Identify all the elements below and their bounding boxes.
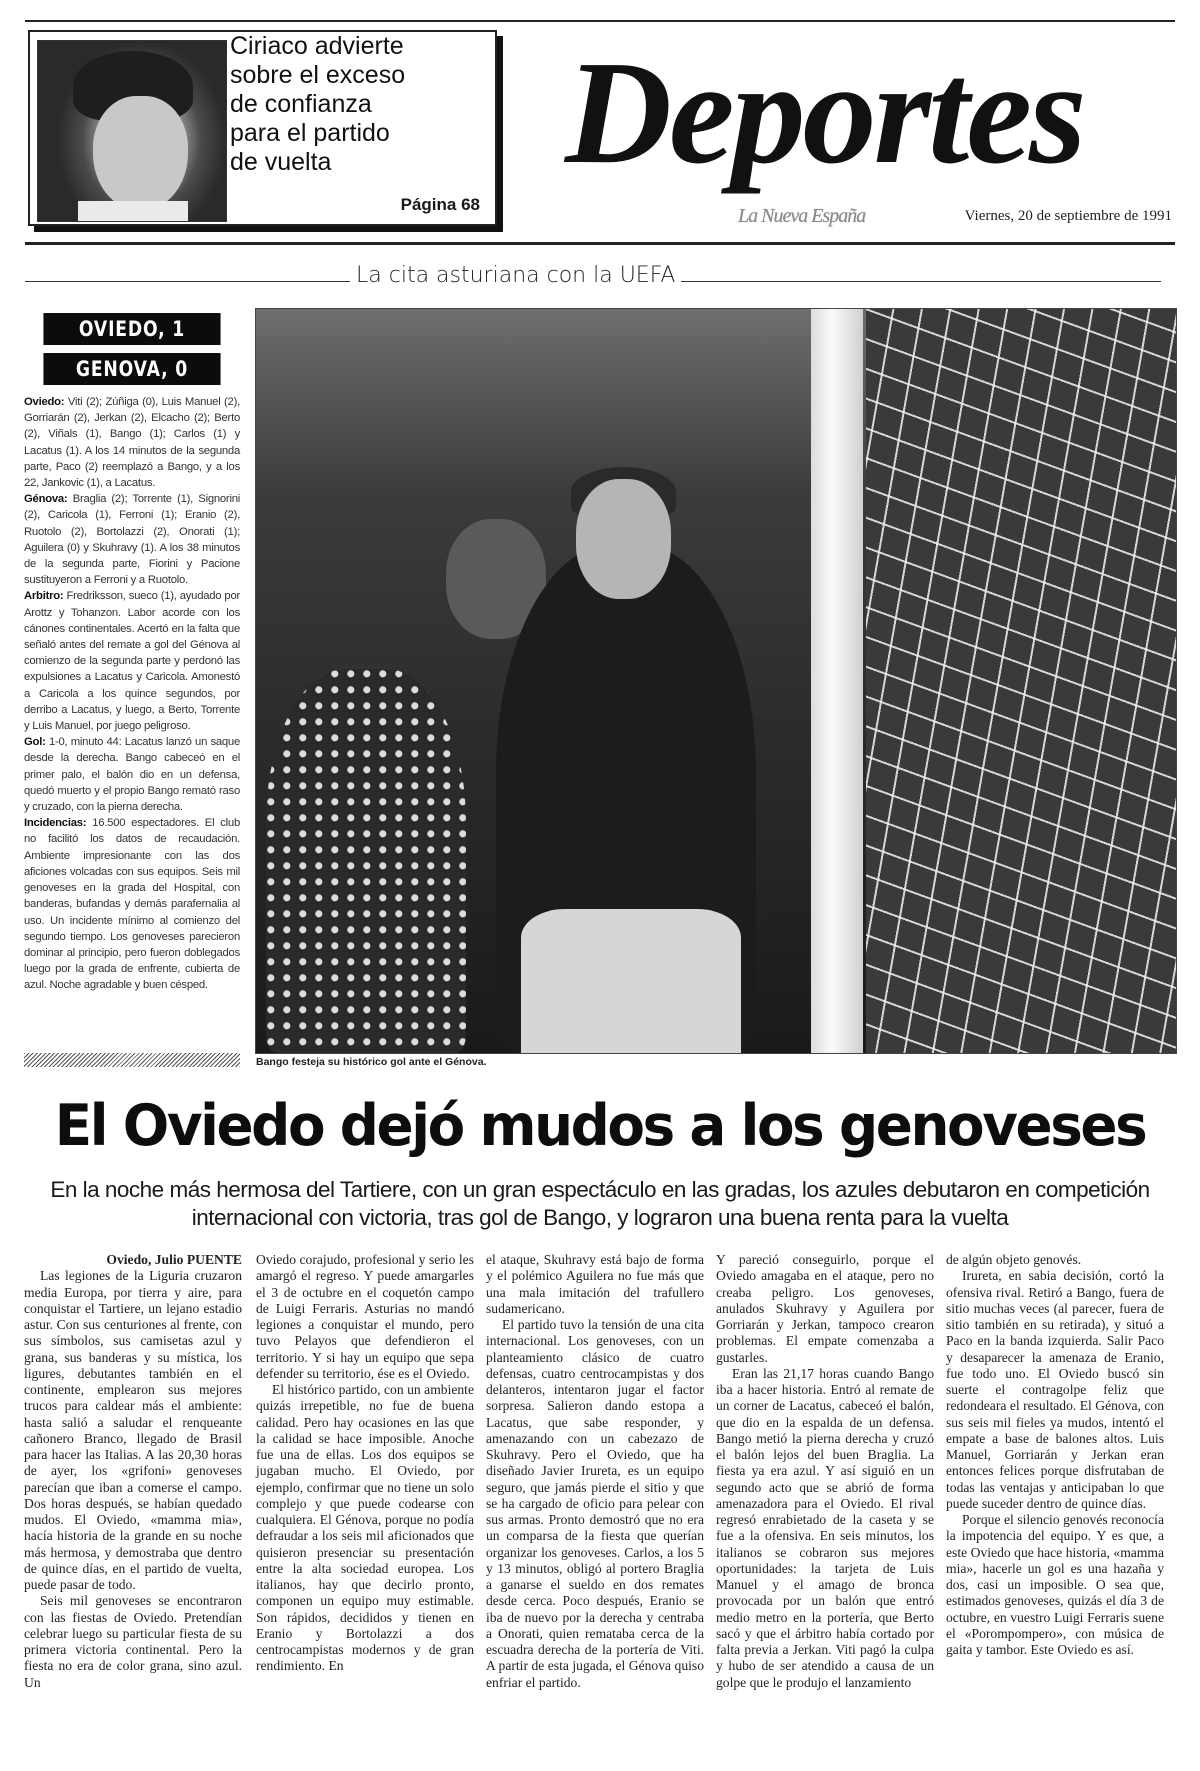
- article-column-1: [24, 1252, 242, 1691]
- portrait-face: [93, 96, 188, 211]
- score-home: OVIEDO, 1: [43, 313, 220, 345]
- article-column-2: [256, 1252, 474, 1675]
- photo-main-player-head: [576, 479, 671, 599]
- detail-text: Braglia (2); Torrente (1), Signorini (2), Caricola (1), Ferroni (1); Eranio (2), Ruotolo (2), Bortolazzi (2), Onorati (1); Aguilera (0) y Skuhravy (1). A los 38 minutos de la segunda parte, Fiorini y Pacione sustituyeron a Ferroni y a Ruotolo.: [24, 493, 240, 587]
- detail-label: Arbitro:: [24, 590, 64, 603]
- article-paragraph: Irureta, en sabia decisión, cortó la ofensiva rival. Retiró a Bango, fuera de sitio muchas veces (al parecer, fuera de sitio también en su retirada), y situó a Paco en la banda izquierda. Salir Paco y desaparecer la amenaza de Eranio, fue todo uno. El Oviedo buscó sin suerte el contragolpe feliz que redondeara el resultado. El Génova, con sus seis mil fieles ya mudos, intentó el empate a base de balones altos. Luis Manuel, Gorriarán y Jerkan eran entonces felices porque disfrutaban de todas las ventajas y anticipaban lo que puede suceder dentro de quince días.: [946, 1268, 1164, 1511]
- match-detail-goal: [24, 734, 240, 815]
- match-details: [24, 394, 240, 994]
- teaser-page-ref[interactable]: Página 68: [400, 195, 480, 214]
- paper-logo: La Nueva España: [738, 205, 866, 227]
- detail-label: Incidencias:: [24, 817, 87, 830]
- hatched-divider: [24, 1053, 240, 1067]
- teaser-headline-line: Ciriaco advierte: [230, 32, 404, 60]
- match-detail-incidents: [24, 815, 240, 993]
- detail-text: 1-0, minuto 44: Lacatus lanzó un saque desde la derecha. Bango cabeceó en el primer palo, el balón dio en un defensa, quedó muerto y el propio Bango remató raso y cruzado, con la pierna derecha.: [24, 736, 240, 814]
- article-paragraph: Seis mil genoveses se encontraron con las fiestas de Oviedo. Pretendían celebrar luego su particular fiesta de su primera victoria continental. Pero la fiesta no era de color grana, sino azul. Un: [24, 1593, 242, 1690]
- detail-text: Viti (2); Zúñiga (0), Luis Manuel (2), Gorriarán (2), Jerkan (2), Elcacho (2); Berto (2), Viñals (1), Bango (1); Carlos (1) y Lacatus (1). A los 14 minutos de la segunda parte, Paco (2) reemplazó a Bango, y a los 22, Jankovic (1), a Lacatus.: [24, 396, 240, 490]
- section-kicker: [25, 258, 1175, 288]
- teaser-headline-line: sobre el exceso: [230, 61, 406, 89]
- article-paragraph: Y pareció conseguirlo, porque el Oviedo amagaba en el ataque, pero no creaba peligro. Los genoveses, anulados Skuhravy y Aguilera por Gorriarán y Jerkan, tampoco crearon problemas. El empate comenzaba a gustarles.: [716, 1252, 934, 1365]
- article-paragraph: Las legiones de la Liguria cruzaron media Europa, por tierra y aire, para conquistar el Tartiere, un lejano estadio astur. Con sus centuriones al frente, con sus símbolos, sus camisetas azul y grana, sus banderas y su mística, los ligures, debutantes también en el continente, emplearon sus mejores trucos para caldear más el ambiente: hasta salió a saludar el renqueante cañonero Branco, llegado de Brasil para hacer las Italias. A las 20,30 horas de ayer, los «grifoni» genoveses parecían que iban a comerse el campo. Dos horas después, se habían quedado mudos. El Oviedo, «mamma mia», hacía historia de la grande en su noche más hermosa, y demostraba que dentro de quince días, en el partido de vuelta, puede pasar de todo.: [24, 1268, 242, 1592]
- photo-goal-net: [866, 309, 1176, 1053]
- article-deck: En la noche más hermosa del Tartiere, con un gran espectáculo en las gradas, los azules debutaron en competición internacional con victoria, tras gol de Bango, y lograron una buena renta para la vuelta: [50, 1177, 1150, 1230]
- score-away: GENOVA, 0: [43, 353, 220, 385]
- detail-text: Fredriksson, sueco (1), ayudado por Arottz y Tohanzon. Labor acorde con los cánones continentales. Acertó en la falta que señaló antes del remate a gol del Génova al comienzo de la segunda parte y perdonó las expulsiones a Lacatus y Caricola. Amonestó a Caricola a los quince segundos, por derribo a Lacatus, y luego, a Berto, Torrente y Luis Manuel, por juego peligroso.: [24, 590, 240, 733]
- match-detail-genova: [24, 491, 240, 588]
- detail-label: Gol:: [24, 736, 46, 749]
- teaser-headline-line: de confianza: [230, 90, 372, 118]
- photo-left-player: [266, 669, 466, 1053]
- article-paragraph: Oviedo corajudo, profesional y serio les amargó el regreso. Y puede amargarles el 3 de octubre en el coquetón campo de Luigi Ferraris. Asturias no mandó legiones a conquistar el mundo, pero tuvo Pelayos que defendieron el territorio. Y si hay un equipo que sepa defender su territorio, ése es el Oviedo.: [256, 1252, 474, 1381]
- teaser-headline-line: para el partido: [230, 119, 390, 147]
- photo-goalpost: [811, 309, 863, 1053]
- portrait-shirt: [78, 201, 188, 222]
- masthead-bottom-rule: [25, 242, 1175, 245]
- article-paragraph: El histórico partido, con un ambiente quizás irrepetible, no fue de buena calidad. Pero hay ocasiones en las que la calidad se hace imposible. Anoche fue una de ellas. Los dos equipos se jugaban mucho. El Oviedo, por ejemplo, confirmar que no tiene un solo complejo y que puede codearse con cualquiera. El Génova, porque no podía defraudar a los seis mil aficionados que quisieron presenciar su presentación entre la alta sociedad europea. Los italianos, hay que decirlo pronto, componen un equipo muy estimable. Son rápidos, decididos y tienen en Eranio y Bortolazzi a dos centrocampistas modernos y de gran rendimiento. En: [256, 1382, 474, 1674]
- detail-label: Génova:: [24, 493, 68, 506]
- photo-main-player-shorts: [521, 909, 741, 1053]
- match-detail-oviedo: [24, 394, 240, 491]
- article-paragraph: Eran las 21,17 horas cuando Bango iba a hacer historia. Entró al remate de un corner de Lacatus, cabeceó el balón, que dio en la espalda de un defensa. Bango metió la pierna derecha y cruzó el balón lejos del buen Braglia. La fiesta ya era azul. Y así siguió en un segundo acto que se abrió de forma amenazadora para el Oviedo. El rival regresó enrabietado de la caseta y se fue a la ofensiva. En seis minutos, los italianos se cobraron sus mejores oportunidades: la tarjeta de Luis Manuel y el amago de bronca provocada por un balón que entró medio metro en la portería, que Berto sacó y que el árbitro había cortado por falta previa a Jerkan. Viti pagó la culpa y hubo de ser atendido a causa de un golpe que le produjo el lanzamiento: [716, 1365, 934, 1690]
- teaser-headline-line: de vuelta: [230, 148, 332, 176]
- detail-text: 16.500 espectadores. El club no facilitó los datos de recaudación. Ambiente impresionante con las dos aficiones volcadas con sus equipos. Seis mil genoveses en la grada del Hospital, con banderas, bufandas y demás parafernalia al uso. Un incidente mínimo al comienzo del segundo tiempo. Los genoveses parecieron dominar al principio, pero fueron doblegados luego por la grada de enfrente, cubierta de azul. Noche agradable y buen césped.: [24, 817, 240, 992]
- article-paragraph: el ataque, Skuhravy está bajo de forma y el polémico Aguilera no fue más que una mala imitación del trafullero sudamericano.: [486, 1252, 704, 1316]
- article-paragraph: Porque el silencio genovés reconocía la impotencia del equipo. Y es que, a este Oviedo que hace historia, «mamma mia», hacerle un gol es una hazaña y dos, casi un imposible. O sea que, estimados genoveses, quizás el día 3 de octubre, en vuestro Luigi Ferraris suene el «Porompompero», con música de gaita y tambor. Este Oviedo es así.: [946, 1512, 1164, 1657]
- kicker-text: La cita asturiana con la UEFA: [356, 263, 676, 288]
- article-paragraph: de algún objeto genovés.: [946, 1252, 1082, 1267]
- detail-label: Oviedo:: [24, 396, 65, 408]
- article-headline[interactable]: El Oviedo dejó mudos a los genoveses: [54, 1093, 1146, 1159]
- article-column-3: [486, 1252, 704, 1691]
- football-celebration-photo-icon[interactable]: [255, 308, 1177, 1054]
- teaser-box[interactable]: [28, 30, 497, 226]
- photo-caption: Bango festeja su histórico gol ante el Génova.: [256, 1056, 487, 1068]
- article-column-4: [716, 1252, 934, 1691]
- article-byline: Oviedo, Julio PUENTE: [106, 1252, 242, 1267]
- issue-date: Viernes, 20 de septiembre de 1991: [964, 208, 1172, 224]
- portrait-photo-icon: [37, 40, 227, 222]
- match-detail-referee: [24, 588, 240, 734]
- section-title: Deportes: [565, 31, 1084, 195]
- kicker-rule-right: [681, 281, 1161, 282]
- kicker-rule-left: [25, 281, 350, 282]
- teaser-headline[interactable]: [230, 32, 480, 177]
- article-column-5: [946, 1252, 1164, 1658]
- article-paragraph: El partido tuvo la tensión de una cita internacional. Los genoveses, con un planteamiento clásico de cuatro defensas, cuatro centrocampistas y dos delanteros, intentaron jugar el factor sorpresa. Salieron dando estopa a Lacatus, que sabe responder, y amenazando con un cabezazo de Skuhravy. Pero el Oviedo, que ha diseñado Javier Irureta, es un equipo seguro, que jamás pierde el sitio y que se ha cargado de oficio para pelear con sus armas. Pronto demostró que no era un comparsa de la fiesta que querían organizar los genoveses. Carlos, a los 5 y 13 minutos, obligó al portero Braglia a ganarse el sueldo en dos remates desde cerca. Poco después, Eranio se iba de nuevo por la derecha y centraba a Onorati, quien remataba cerca de la escuadra derecha de la portería de Viti. A partir de esta jugada, el Génova quiso enfriar el partido.: [486, 1317, 704, 1690]
